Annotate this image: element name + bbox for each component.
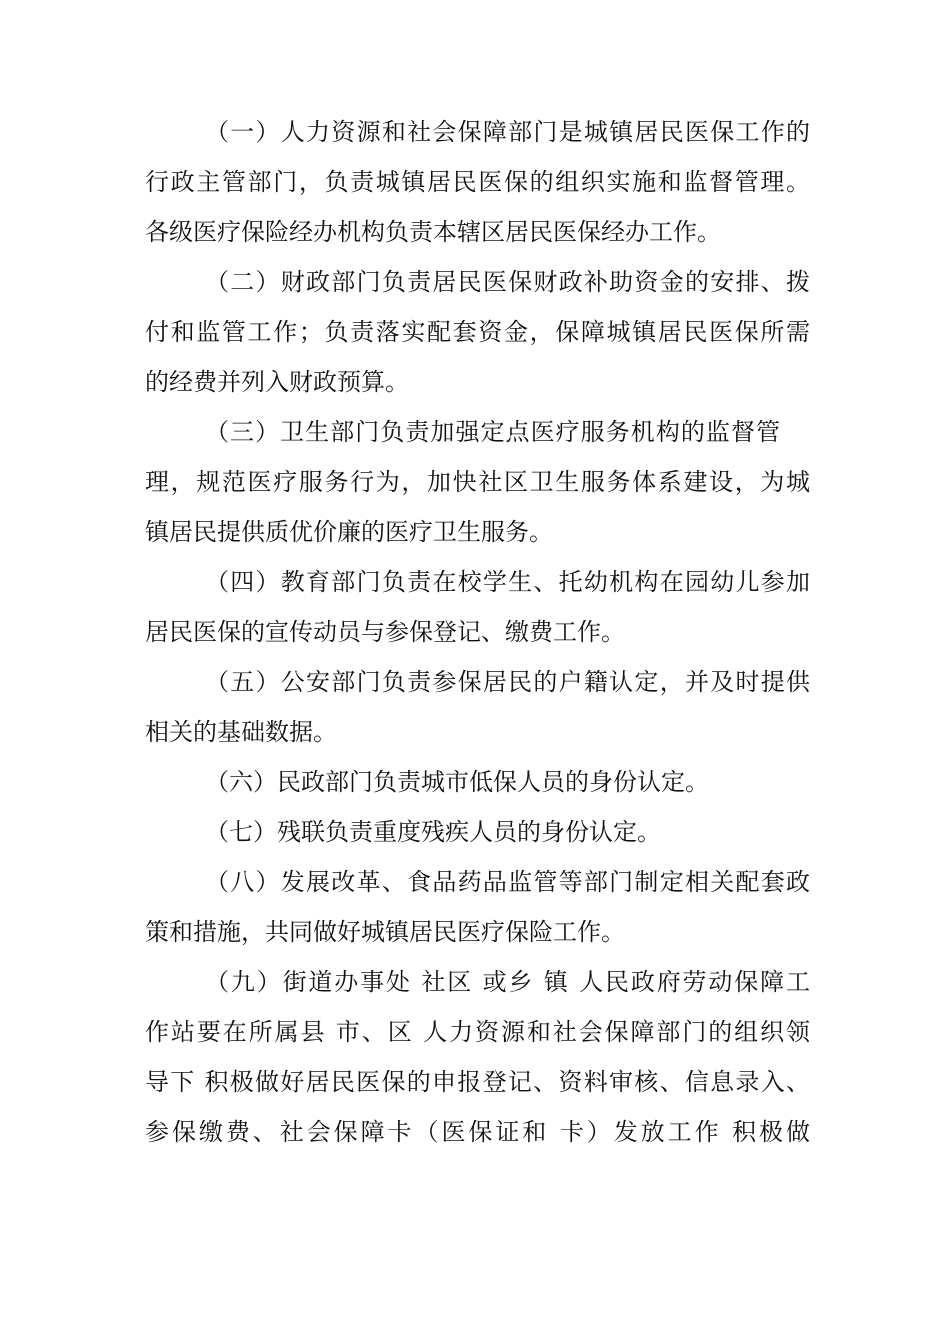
paragraph-1-line-2: 行政主管部门，负责城镇居民医保的组织实施和监督管理。 bbox=[145, 168, 810, 196]
paragraph-4-line-2: 居民医保的宣传动员与参保登记、缴费工作。 bbox=[145, 618, 625, 646]
paragraph-2-line-3: 的经费并列入财政预算。 bbox=[145, 368, 409, 396]
paragraph-2-line-1: （二）财政部门负责居民医保财政补助资金的安排、拨 bbox=[205, 268, 810, 296]
paragraph-2-line-2: 付和监管工作；负责落实配套资金，保障城镇居民医保所需 bbox=[145, 318, 810, 346]
paragraph-3-line-1: （三）卫生部门负责加强定点医疗服务机构的监督管 bbox=[205, 418, 780, 446]
paragraph-9-line-1: （九）街道办事处 社区 或乡 镇 人民政府劳动保障工 bbox=[205, 968, 810, 996]
paragraph-4-line-1: （四）教育部门负责在校学生、托幼机构在园幼儿参加 bbox=[205, 568, 810, 596]
paragraph-7-line-1: （七）残联负责重度残疾人员的身份认定。 bbox=[205, 818, 661, 846]
paragraph-9-line-2: 作站要在所属县 市、区 人力资源和社会保障部门的组织领 bbox=[145, 1018, 810, 1046]
paragraph-9-line-3: 导下 积极做好居民医保的申报登记、资料审核、信息录入、 bbox=[145, 1068, 810, 1096]
paragraph-1-line-1: （一）人力资源和社会保障部门是城镇居民医保工作的 bbox=[205, 118, 810, 146]
paragraph-1-line-3: 各级医疗保险经办机构负责本辖区居民医保经办工作。 bbox=[145, 218, 721, 246]
paragraph-3-line-2: 理，规范医疗服务行为，加快社区卫生服务体系建设，为城 bbox=[145, 468, 810, 496]
paragraph-3-line-3: 镇居民提供质优价廉的医疗卫生服务。 bbox=[145, 518, 553, 546]
paragraph-8-line-2: 策和措施，共同做好城镇居民医疗保险工作。 bbox=[145, 918, 625, 946]
paragraph-9-line-4: 参保缴费、社会保障卡（医保证和 卡）发放工作 积极做 bbox=[145, 1118, 810, 1146]
paragraph-5-line-2: 相关的基础数据。 bbox=[145, 718, 337, 746]
paragraph-5-line-1: （五）公安部门负责参保居民的户籍认定，并及时提供 bbox=[205, 668, 810, 696]
paragraph-8-line-1: （八）发展改革、食品药品监管等部门制定相关配套政 bbox=[205, 868, 810, 896]
paragraph-6-line-1: （六）民政部门负责城市低保人员的身份认定。 bbox=[205, 768, 709, 796]
